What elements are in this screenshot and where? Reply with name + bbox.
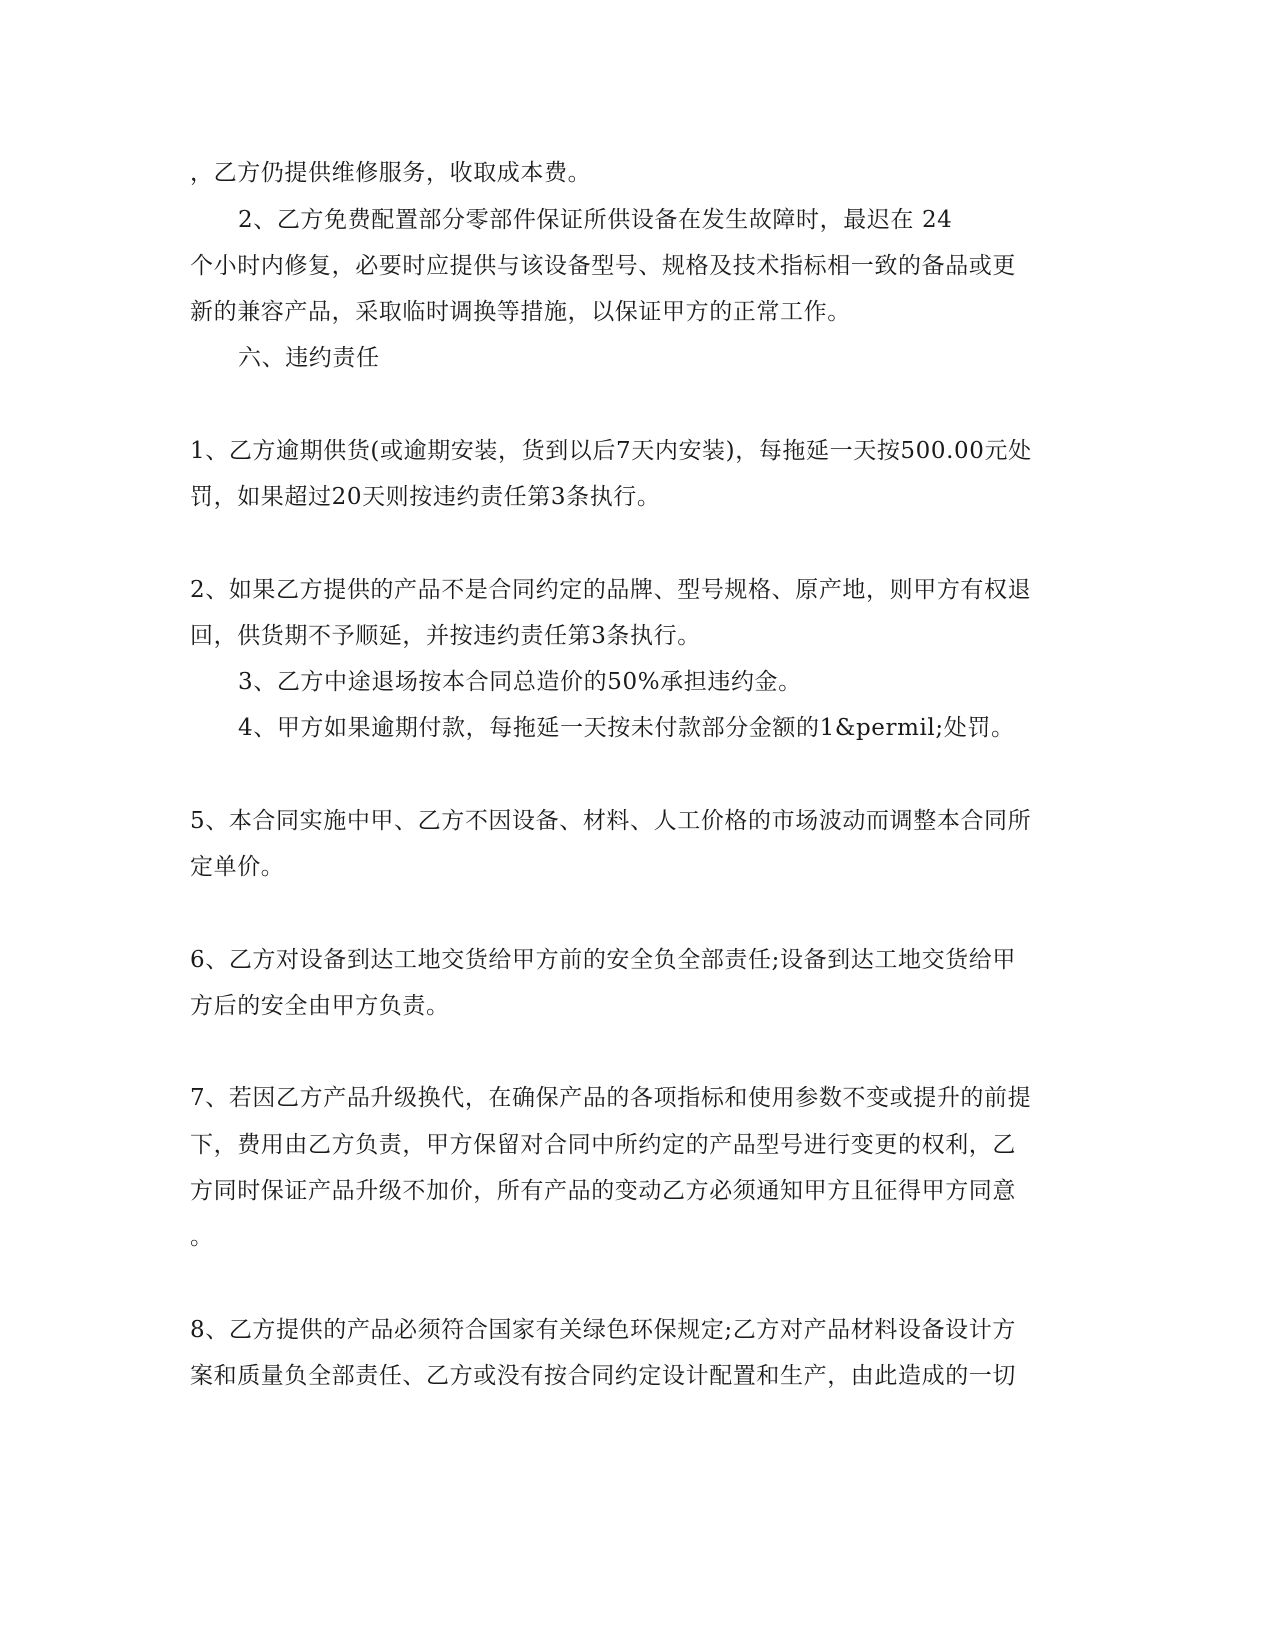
text-line: 方后的安全由甲方负责。 xyxy=(190,993,450,1019)
text-line: 6、乙方对设备到达工地交货给甲方前的安全负全部责任;设备到达工地交货给甲 xyxy=(190,947,1016,973)
text-line: ，乙方仍提供维修服务，收取成本费。 xyxy=(190,160,592,186)
text-line: 方同时保证产品升级不加价，所有产品的变动乙方必须通知甲方且征得甲方同意 xyxy=(190,1178,1016,1204)
text-line: 2、乙方免费配置部分零部件保证所供设备在发生故障时，最迟在 24 xyxy=(238,207,953,233)
text-line: 4、甲方如果逾期付款，每拖延一天按未付款部分金额的1&permil;处罚。 xyxy=(238,715,1015,741)
text-line: 7、若因乙方产品升级换代，在确保产品的各项指标和使用参数不变或提升的前提 xyxy=(190,1085,1032,1111)
text-line: 3、乙方中途退场按本合同总造价的50%承担违约金。 xyxy=(238,669,802,695)
text-line: 8、乙方提供的产品必须符合国家有关绿色环保规定;乙方对产品材料设备设计方 xyxy=(190,1317,1016,1343)
section-heading: 六、违约责任 xyxy=(238,345,380,371)
text-line: 个小时内修复，必要时应提供与该设备型号、规格及技术指标相一致的备品或更 xyxy=(190,253,1016,279)
text-line: 2、如果乙方提供的产品不是合同约定的品牌、型号规格、原产地，则甲方有权退 xyxy=(190,577,1032,603)
text-line: 案和质量负全部责任、乙方或没有按合同约定设计配置和生产，由此造成的一切 xyxy=(190,1363,1016,1389)
text-line: 定单价。 xyxy=(190,854,285,880)
text-line: 回，供货期不予顺延，并按违约责任第3条执行。 xyxy=(190,623,701,649)
text-line: 下，费用由乙方负责，甲方保留对合同中所约定的产品型号进行变更的权利，乙 xyxy=(190,1132,1016,1158)
text-line: 罚，如果超过20天则按违约责任第3条执行。 xyxy=(190,484,661,510)
text-line: 5、本合同实施中甲、乙方不因设备、材料、人工价格的市场波动而调整本合同所 xyxy=(190,808,1032,834)
text-line: 1、乙方逾期供货(或逾期安装，货到以后7天内安装)，每拖延一天按500.00元处 xyxy=(190,438,1032,464)
text-line: 新的兼容产品，采取临时调换等措施，以保证甲方的正常工作。 xyxy=(190,299,851,325)
text-line: 。 xyxy=(190,1224,214,1250)
